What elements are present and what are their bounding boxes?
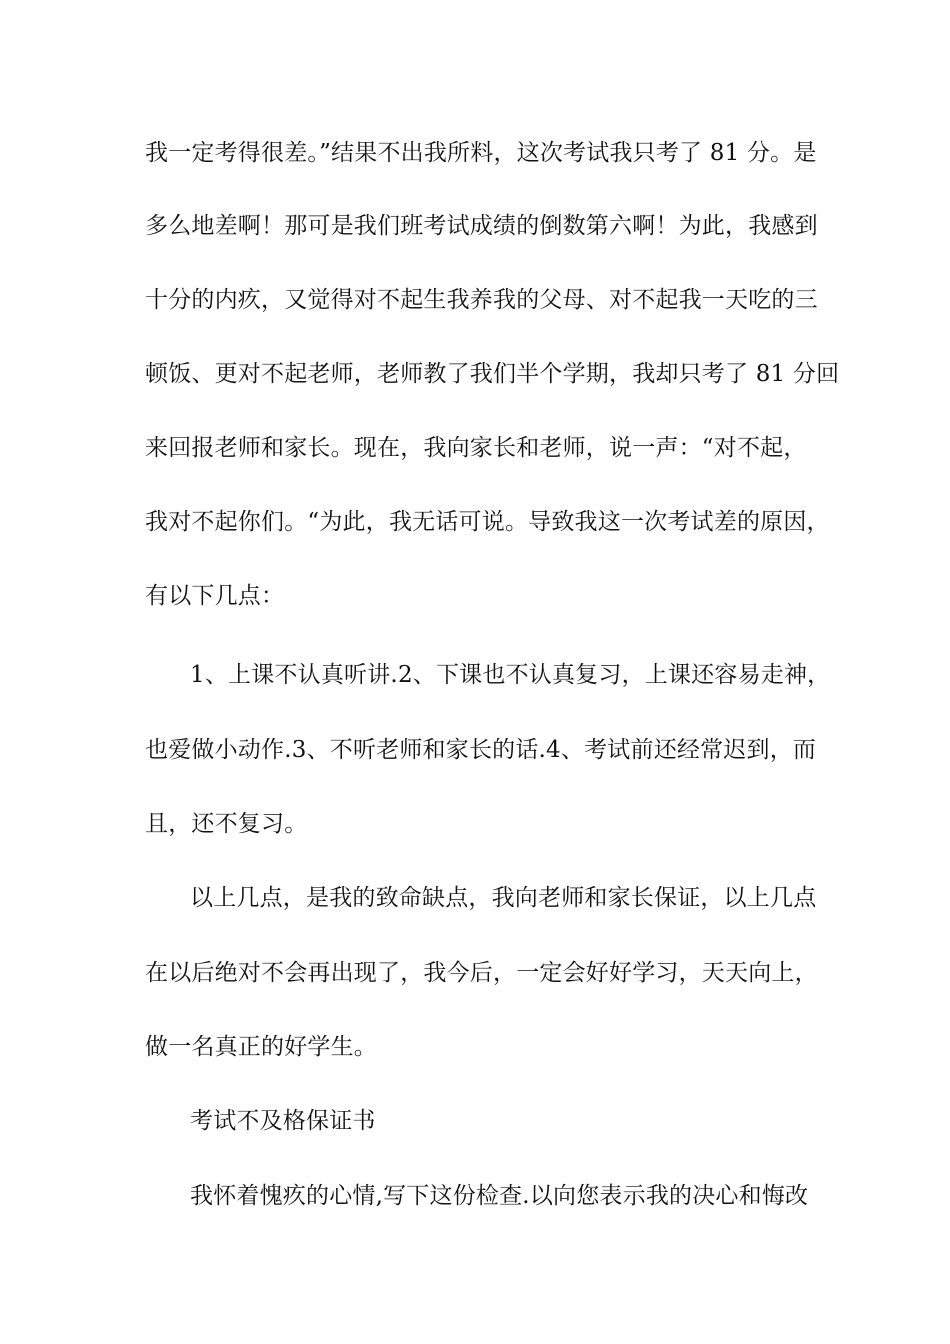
list-line: 也爱做小动作.3、不听老师和家长的话.4、考试前还经常迟到，而 — [145, 737, 817, 763]
paragraph-line: 我对不起你们。“为此，我无话可说。导致我这一次考试差的原因， — [145, 509, 830, 535]
paragraph-line: 在以后绝对不会再出现了，我今后，一定会好好学习，天天向上， — [145, 960, 818, 986]
paragraph-line: 我怀着愧疚的心情,写下这份检查.以向您表示我的决心和悔改 — [190, 1183, 809, 1209]
paragraph-line: 十分的内疚，又觉得对不起生我养我的父母、对不起我一天吃的三 — [145, 287, 818, 313]
paragraph-line: 多么地差啊！那可是我们班考试成绩的倒数第六啊！为此，我感到 — [145, 213, 818, 239]
paragraph-line: 做一名真正的好学生。 — [145, 1034, 377, 1060]
list-line: 1、上课不认真听讲.2、下课也不认真复习，上课还容易走神， — [190, 662, 831, 688]
section-title: 考试不及格保证书 — [190, 1108, 376, 1134]
paragraph-line: 顿饭、更对不起老师，老师教了我们半个学期，我却只考了 81 分回 — [145, 361, 840, 387]
paragraph-line: 我一定考得很差。”结果不出我所料，这次考试我只考了 81 分。是 — [145, 140, 817, 166]
paragraph-line: 以上几点，是我的致命缺点，我向老师和家长保证，以上几点 — [190, 885, 817, 911]
paragraph-line: 来回报老师和家长。现在，我向家长和老师，说一声：“对不起， — [145, 435, 807, 461]
paragraph-line: 有以下几点： — [145, 583, 285, 609]
list-line: 且，还不复习。 — [145, 811, 308, 837]
